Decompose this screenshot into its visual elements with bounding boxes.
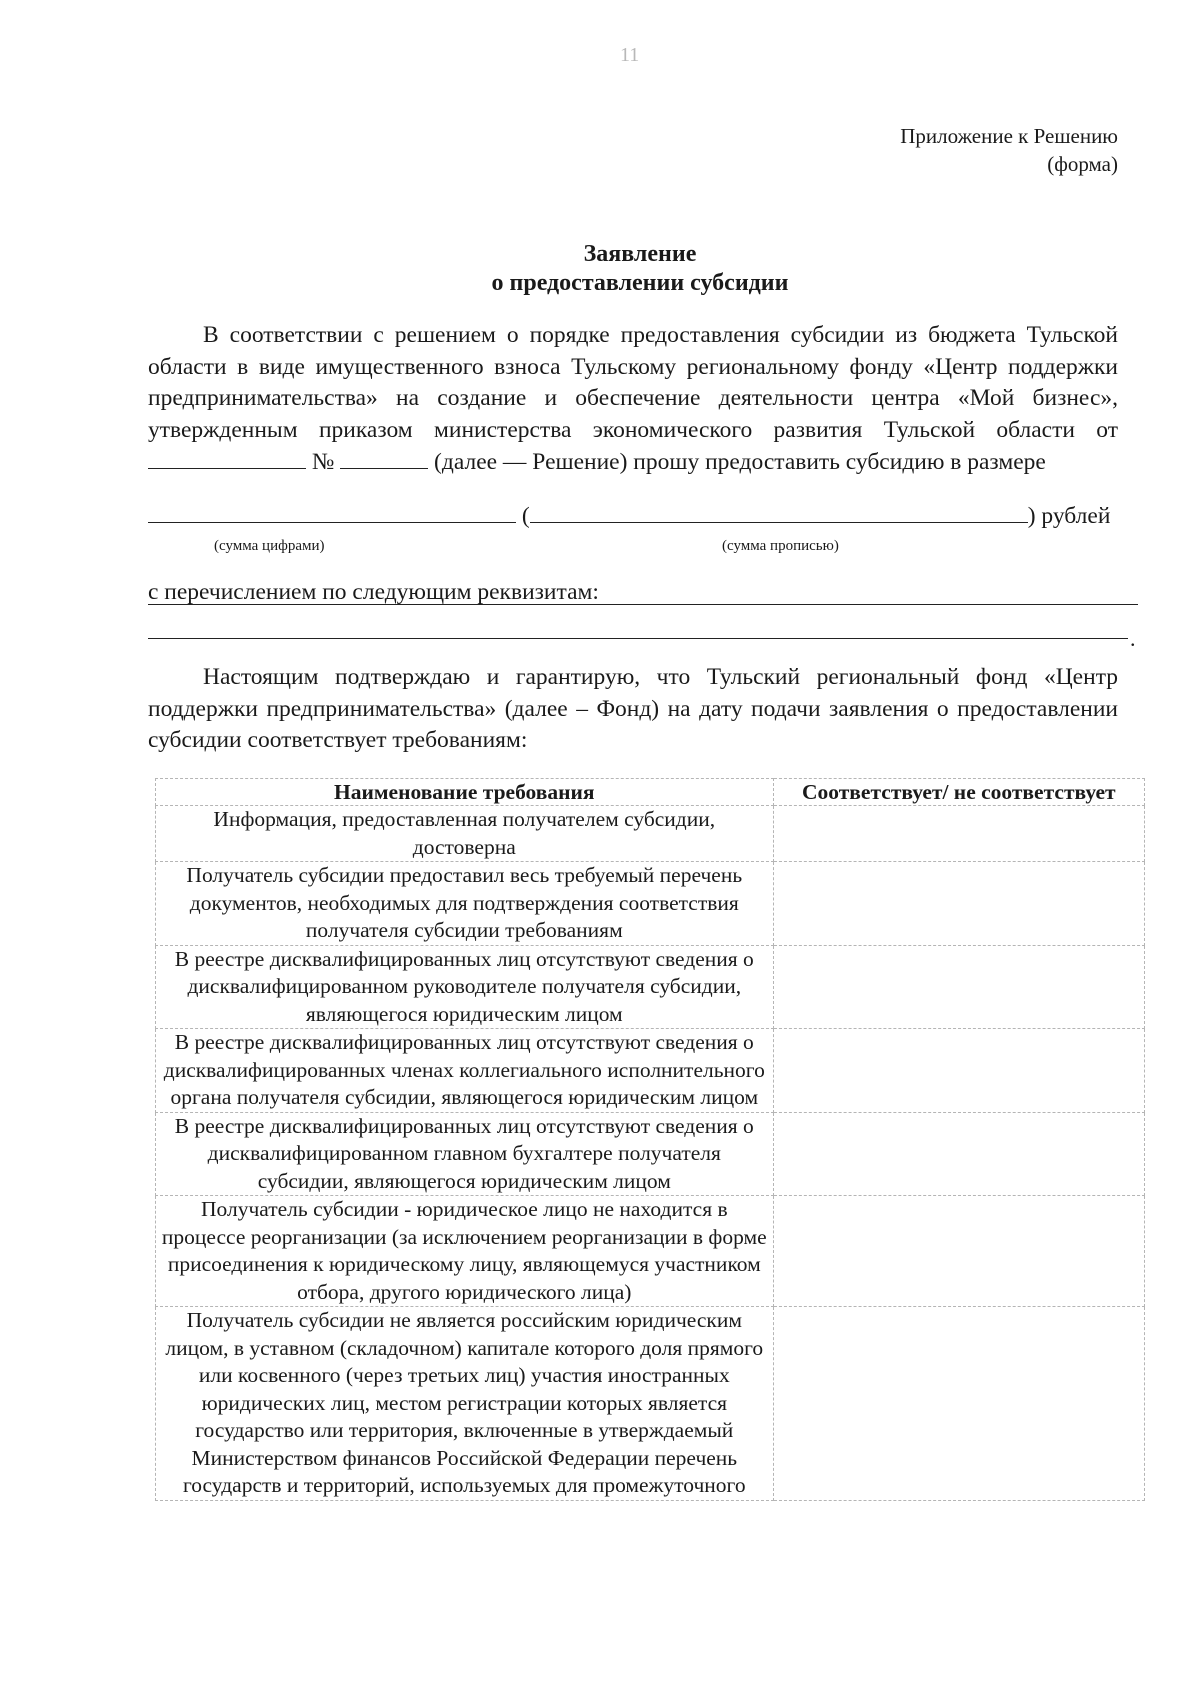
table-header-row — [156, 779, 1145, 806]
sum-digits-blank[interactable] — [148, 500, 516, 523]
requirement-cell: В реестре дисквалифицированных лиц отсутствуют сведения о дисквалифицированных членах коллегиального исполнительного органа получателя субсидии, являющегося юридическим лицом — [156, 1029, 774, 1113]
header-compliance: Соответствует/ не соответствует — [773, 779, 1144, 806]
header-requirement: Наименование требования — [156, 779, 774, 806]
title-line-2: о предоставлении субсидии — [491, 270, 789, 296]
subsidy-amount-row — [148, 500, 1110, 530]
date-blank[interactable] — [148, 446, 306, 469]
intro-paragraph — [148, 320, 1118, 479]
appendix-note — [900, 122, 1118, 178]
appendix-line-1: Приложение к Решению — [900, 124, 1118, 148]
intro-number-sign: № — [311, 449, 335, 475]
table-row — [156, 1029, 1145, 1113]
compliance-cell[interactable] — [773, 1112, 1144, 1196]
title-line-1: Заявление — [583, 241, 697, 267]
table-row — [156, 1307, 1145, 1501]
confirmation-text: Настоящим подтверждаю и гарантирую, что Тульский региональный фонд «Центр поддержки предпринимательства» (далее – Фонд) на дату подачи заявления о предоставлении субсидии соответствует требованиям: — [148, 664, 1118, 753]
confirmation-paragraph — [148, 662, 1118, 757]
requisites-line-1[interactable] — [148, 604, 1138, 605]
order-number-blank[interactable] — [340, 446, 428, 469]
requirement-cell: Получатель субсидии не является российским юридическим лицом, в уставном (складочном) капитале которого доля прямого или косвенного (через третьих лиц) участия иностранных юридических лиц, местом регистрации которых является государство или территория, включенные в утверждаемый Министерством финансов Российской Федерации перечень государств и территорий, используемых для промежуточного — [156, 1307, 774, 1501]
table-row — [156, 1112, 1145, 1196]
compliance-cell[interactable] — [773, 1307, 1144, 1501]
compliance-cell[interactable] — [773, 862, 1144, 946]
close-paren-currency: ) рублей — [1027, 503, 1111, 529]
compliance-cell[interactable] — [773, 1029, 1144, 1113]
requirement-cell: В реестре дисквалифицированных лиц отсутствуют сведения о дисквалифицированном главном бухгалтере получателя субсидии, являющегося юридическим лицом — [156, 1112, 774, 1196]
document-title — [0, 240, 1200, 298]
appendix-line-2: (форма) — [1047, 152, 1118, 176]
requisites-label: с перечислением по следующим реквизитам: — [148, 579, 599, 605]
sum-words-caption: (сумма прописью) — [722, 538, 839, 554]
table-row — [156, 945, 1145, 1029]
sum-words-blank[interactable] — [530, 500, 1028, 523]
intro-text-2: (далее — Решение) прошу предоставить субсидию в размере — [434, 449, 1046, 475]
table-row — [156, 806, 1145, 862]
requisites-line-2[interactable] — [148, 638, 1128, 639]
open-paren: ( — [521, 503, 530, 529]
page-number: 11 — [620, 44, 640, 66]
intro-text-1: В соответствии с решением о порядке предоставления субсидии из бюджета Тульской области в виде имущественного взноса Тульскому региональному фонду «Центр поддержки предпринимательства» на создание и обеспечение деятельности центра «Мой бизнес», утвержденным приказом министерства экономического развития Тульской области от — [148, 322, 1118, 443]
compliance-cell[interactable] — [773, 1196, 1144, 1307]
requirement-cell: Получатель субсидии - юридическое лицо не находится в процессе реорганизации (за исключением реорганизации в форме присоединения к юридическому лицу, являющемуся участником отбора, другого юридического лица) — [156, 1196, 774, 1307]
requisites-period: . — [1130, 626, 1136, 651]
table-row — [156, 862, 1145, 946]
requirement-cell: Получатель субсидии предоставил весь требуемый перечень документов, необходимых для подтверждения соответствия получателя субсидии требованиям — [156, 862, 774, 946]
requirements-table — [155, 778, 1145, 1501]
table-row — [156, 1196, 1145, 1307]
requirement-cell: Информация, предоставленная получателем субсидии, достоверна — [156, 806, 774, 862]
requirement-cell: В реестре дисквалифицированных лиц отсутствуют сведения о дисквалифицированном руководителе получателя субсидии, являющегося юридическим лицом — [156, 945, 774, 1029]
sum-digits-caption: (сумма цифрами) — [214, 538, 325, 554]
compliance-cell[interactable] — [773, 806, 1144, 862]
compliance-cell[interactable] — [773, 945, 1144, 1029]
